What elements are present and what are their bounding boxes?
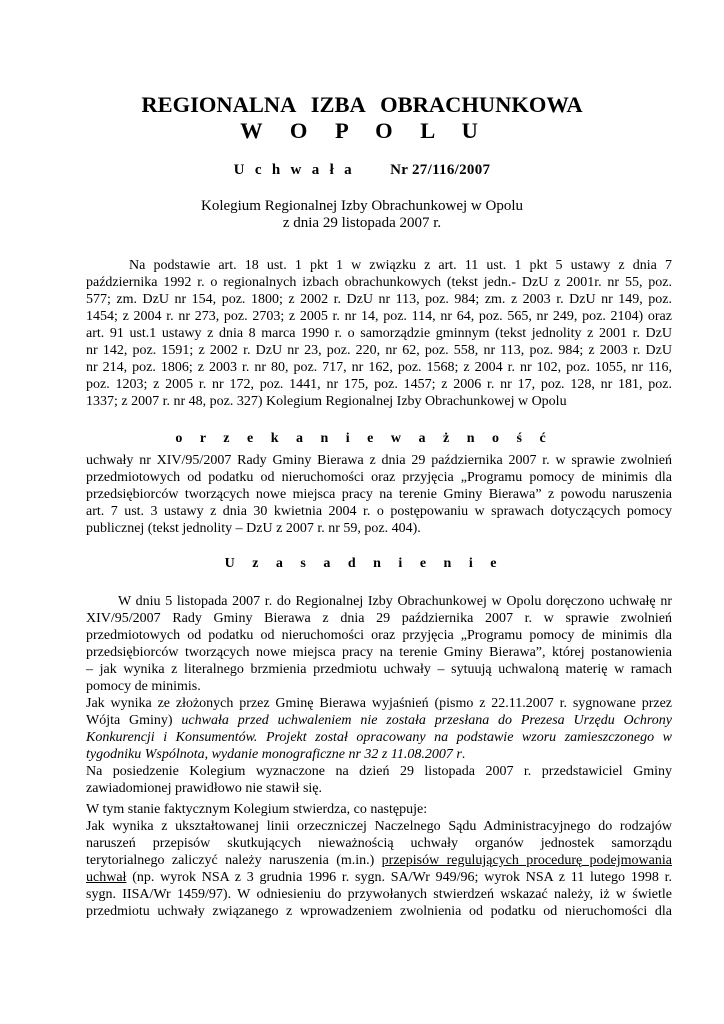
text-fragment: Wójta Gminy) [86, 713, 182, 728]
ruling-heading: o r z e k a n i e w a ż n o ś ć [175, 431, 549, 446]
underlined-fragment: przepisów regulujących procedurę podejmowania [381, 853, 672, 868]
justification-line [86, 729, 672, 746]
justification-line: pomocy de minimis. [86, 679, 201, 694]
issuer: Kolegium Regionalnej Izby Obrachunkowej w Opolu [200, 198, 523, 214]
preamble-line: 1337; z 2007 r. nr 48, poz. 327) Kolegium Regionalnej Izby Obrachunkowej w Opolu [86, 394, 567, 409]
text-fragment: terytorialnego zaliczyć należy naruszenia (m.in.) [86, 853, 382, 868]
page-title-line2: W O P O L U [240, 118, 484, 143]
justification-line: przedsiębiorców tworzących nowe miejsca pracy na terenie Gminy Bierawa”, której postanowienia [86, 645, 672, 660]
ruling-line: przedsiębiorców tworzących nowe miejsca pracy na terenie Gminy Bierawa” z powodu naruszenia [86, 487, 672, 502]
justification-line [86, 712, 672, 729]
preamble-line: nr 142, poz. 1591; z 2002 r. DzU nr 23, poz. 220, nr 62, poz. 558, nr 113, poz. 984; z 2003 r. DzU [86, 343, 672, 358]
ruling-line: publicznej (tekst jednolity – DzU z 2007 r. nr 59, poz. 404). [86, 521, 421, 536]
page-title-line1: REGIONALNA IZBA OBRACHUNKOWA [141, 92, 583, 117]
ruling-line: uchwały nr XIV/95/2007 Rady Gminy Bierawa z dnia 29 października 2007 r. w sprawie zwolnień [86, 453, 672, 468]
resolution-word: U c h w a ł a [233, 162, 355, 178]
justification-line: Jak wynika ze złożonych przez Gminę Bierawa wyjaśnień (pismo z 22.11.2007 r. sygnowane przez [86, 696, 672, 711]
italic-fragment: tygodniku Wspólnota, wydanie monograficzne nr 32 z 11.08.2007 r [86, 747, 462, 762]
justification-line: XIV/95/2007 Rady Gminy Bierawa z dnia 29 października 2007 r. w sprawie zwolnień [86, 611, 672, 626]
resolution-title [0, 162, 724, 179]
justification-line: naruszeń przepisów skutkujących nieważnością uchwały organów jednostek samorządu [86, 836, 672, 851]
preamble-line: 577; zm. DzU nr 154, poz. 1800; z 2002 r. DzU nr 113, poz. 984; zm. z 2003 r. DzU nr 149, poz. [86, 292, 672, 307]
preamble-line: nr 214, poz. 1806; z 2003 r. nr 80, poz. 717, nr 162, poz. 1568; z 2004 r. nr 102, poz. 1055, nr 116, [86, 360, 672, 375]
justification-line: przedmiotu uchwały związanego z wprowadzeniem zwolnienia od podatku od nieruchomości dla [86, 904, 672, 919]
justification-line: W tym stanie faktycznym Kolegium stwierdza, co następuje: [86, 802, 428, 817]
ruling-line: art. 7 ust. 3 ustawy z dnia 30 kwietnia 2004 r. o postępowaniu w sprawach dotyczących pomocy [86, 504, 672, 519]
justification-line: W dniu 5 listopada 2007 r. do Regionalnej Izby Obrachunkowej w Opolu doręczono uchwałę nr [118, 594, 672, 609]
justification-line: – jak wynika z literalnego brzmienia przedmiotu uchwały – sytuują uchwaloną materię w ramach [86, 662, 672, 677]
preamble-line: 1454; z 2004 r. nr 273, poz. 2703; z 2005 r. nr 14, poz. 114, nr 64, poz. 565, nr 249, poz. 2104) oraz [86, 309, 672, 324]
italic-fragment: uchwała przed uchwaleniem nie została przesłana do Prezesa Urzędu Ochrony [181, 713, 673, 728]
resolution-number: Nr 27/116/2007 [390, 162, 491, 178]
justification-line [86, 746, 672, 763]
italic-fragment: Konkurencji i Konsumentów. Projekt został opracowany na podstawie wzoru zamieszczonego w [86, 730, 672, 745]
justification-heading: U z a s a d n i e n i e [224, 556, 500, 571]
justification-line: Na posiedzenie Kolegium wyznaczone na dzień 29 listopada 2007 r. przedstawiciel Gminy [86, 764, 672, 779]
justification-line: Jak wynika z ukształtowanej linii orzeczniczej Naczelnego Sądu Administracyjnego do rodzajów [86, 819, 672, 834]
underlined-fragment: uchwał [86, 870, 127, 885]
justification-line: przedmiotowych od podatku od nieruchomości oraz przyjęcia „Programu pomocy de minimis dla [86, 628, 672, 643]
resolution-date: z dnia 29 listopada 2007 r. [282, 215, 442, 231]
text-fragment: . [461, 747, 466, 762]
justification-line: zawiadomionej prawidłowo nie stawił się. [86, 781, 322, 796]
justification-line: sygn. IISA/Wr 1459/97). W odniesieniu do przywołanych stwierdzeń wskazać należy, iż w świetle [86, 887, 672, 902]
justification-line [86, 852, 672, 869]
justification-line [86, 869, 672, 886]
preamble-line: poz. 1203; z 2005 r. nr 172, poz. 1441, nr 175, poz. 1457; z 2006 r. nr 17, poz. 128, nr 181, poz. [86, 377, 672, 392]
text-fragment: (np. wyrok NSA z 3 grudnia 1996 r. sygn. SA/Wr 949/96; wyrok NSA z 11 lutego 1998 r. [126, 870, 672, 885]
preamble-line: października 1992 r. o regionalnych izbach obrachunkowych (tekst jedn.- DzU z 2001r. nr 55, poz. [86, 275, 672, 290]
ruling-line: przedmiotowych od podatku od nieruchomości oraz przyjęcia „Programu pomocy de minimis dla [86, 470, 672, 485]
preamble-line: Na podstawie art. 18 ust. 1 pkt 1 w związku z art. 11 ust. 1 pkt 5 ustawy z dnia 7 [129, 258, 672, 273]
preamble-line: art. 91 ust.1 ustawy z dnia 8 marca 1990 r. o samorządzie gminnym (tekst jednolity z 2001 r. DzU [86, 326, 672, 341]
